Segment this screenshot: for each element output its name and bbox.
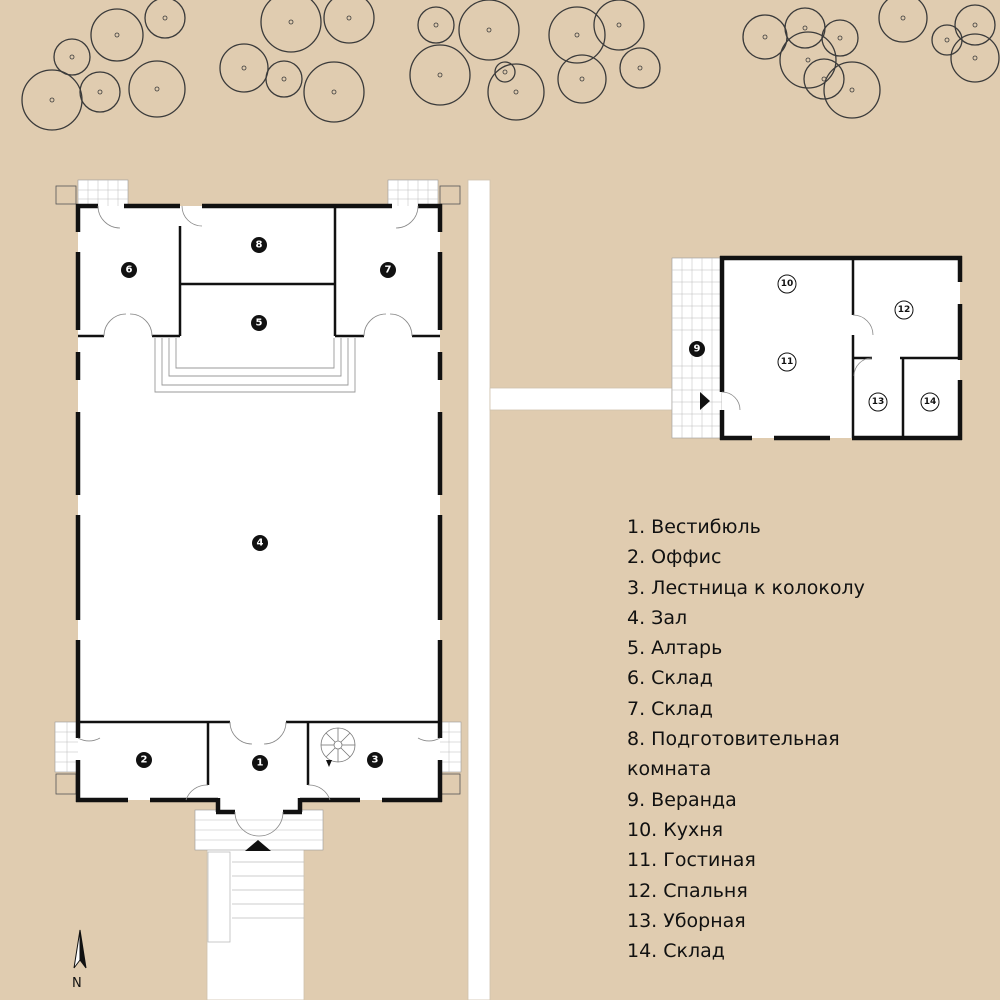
tree-trunk-icon [98, 90, 102, 94]
tree-icon [459, 0, 519, 60]
room-badge [252, 535, 268, 551]
legend-item: 2. Оффис [627, 546, 722, 569]
tree-icon [129, 61, 185, 117]
tree-trunk-icon [945, 38, 949, 42]
svg-text:10: 10 [780, 279, 794, 289]
tree-trunk-icon [838, 36, 842, 40]
svg-text:4: 4 [256, 537, 264, 549]
room-badge [689, 341, 705, 357]
tree-icon [418, 7, 454, 43]
trees [22, 0, 999, 130]
svg-text:12: 12 [897, 305, 911, 315]
svg-text:9: 9 [693, 343, 701, 355]
tree-icon [266, 61, 302, 97]
legend-item: 8. Подготовительная комната [627, 728, 840, 781]
tree-trunk-icon [973, 23, 977, 27]
legend-item: 12. Спальня [627, 879, 748, 902]
svg-text:1: 1 [256, 757, 264, 769]
legend-item: 9. Веранда [627, 788, 737, 811]
svg-text:2: 2 [140, 754, 148, 766]
room-badge [869, 393, 887, 411]
tree-icon [145, 0, 185, 38]
room-badge [380, 262, 396, 278]
tree-icon [22, 70, 82, 130]
legend-item: 14. Склад [627, 940, 725, 963]
tree-trunk-icon [806, 58, 810, 62]
tree-trunk-icon [617, 23, 621, 27]
tree-icon [91, 9, 143, 61]
tree-trunk-icon [575, 33, 579, 37]
tree-trunk-icon [803, 26, 807, 30]
tree-trunk-icon [242, 66, 246, 70]
tree-trunk-icon [850, 88, 854, 92]
tree-icon [822, 20, 858, 56]
house-building [672, 256, 962, 440]
room-badge [895, 301, 913, 319]
svg-text:5: 5 [255, 317, 263, 329]
tree-trunk-icon [973, 56, 977, 60]
tree-trunk-icon [503, 70, 507, 74]
room-badge [121, 262, 137, 278]
tree-trunk-icon [822, 77, 826, 81]
tree-icon [495, 62, 515, 82]
room-badge [778, 353, 796, 371]
room-badge [921, 393, 939, 411]
tree-icon [620, 48, 660, 88]
room-badge [367, 752, 383, 768]
tree-icon [594, 0, 644, 50]
tree-trunk-icon [282, 77, 286, 81]
tree-trunk-icon [347, 16, 351, 20]
legend-item: 1. Вестибюль [627, 516, 761, 538]
tree-icon [488, 64, 544, 120]
legend-item: 4. Зал [627, 606, 688, 629]
tree-trunk-icon [487, 28, 491, 32]
svg-text:7: 7 [384, 264, 392, 276]
legend-item: 3. Лестница к колоколу [627, 576, 865, 599]
room-badge [251, 237, 267, 253]
tree-trunk-icon [163, 16, 167, 20]
tree-trunk-icon [514, 90, 518, 94]
north-arrow-icon [72, 930, 86, 991]
tree-icon [220, 44, 268, 92]
room-badge [136, 752, 152, 768]
tree-icon [410, 45, 470, 105]
tree-icon [951, 34, 999, 82]
tree-trunk-icon [638, 66, 642, 70]
tree-icon [80, 72, 120, 112]
tree-trunk-icon [332, 90, 336, 94]
tree-icon [785, 8, 825, 48]
tree-icon [824, 62, 880, 118]
tree-icon [261, 0, 321, 52]
tree-icon [304, 62, 364, 122]
legend-item: 5. Алтарь [627, 637, 723, 660]
room-badge [252, 755, 268, 771]
room-badge [251, 315, 267, 331]
svg-text:3: 3 [371, 754, 379, 766]
legend-item: 6. Склад [627, 667, 713, 690]
tree-icon [54, 39, 90, 75]
svg-text:6: 6 [125, 264, 133, 276]
tree-trunk-icon [580, 77, 584, 81]
tree-trunk-icon [901, 16, 905, 20]
tree-trunk-icon [70, 55, 74, 59]
svg-text:14: 14 [923, 397, 937, 407]
svg-text:8: 8 [255, 239, 263, 251]
tree-trunk-icon [434, 23, 438, 27]
tree-trunk-icon [763, 35, 767, 39]
tree-icon [932, 25, 962, 55]
legend-item: 7. Склад [627, 697, 713, 720]
tree-trunk-icon [289, 20, 293, 24]
tree-trunk-icon [155, 87, 159, 91]
tree-icon [780, 32, 836, 88]
tree-trunk-icon [50, 98, 54, 102]
room-badge [778, 275, 796, 293]
room-legend [627, 512, 987, 966]
legend-item: 13. Уборная [627, 909, 746, 932]
legend-item: 11. Гостиная [627, 849, 756, 872]
tree-icon [324, 0, 374, 43]
legend-item: 10. Кухня [627, 818, 724, 841]
svg-text:11: 11 [780, 357, 794, 367]
svg-text:13: 13 [871, 397, 885, 407]
tree-trunk-icon [438, 73, 442, 77]
church-building [55, 180, 461, 851]
tree-icon [955, 5, 995, 45]
north-label: N [72, 976, 82, 991]
tree-icon [879, 0, 927, 42]
tree-trunk-icon [115, 33, 119, 37]
